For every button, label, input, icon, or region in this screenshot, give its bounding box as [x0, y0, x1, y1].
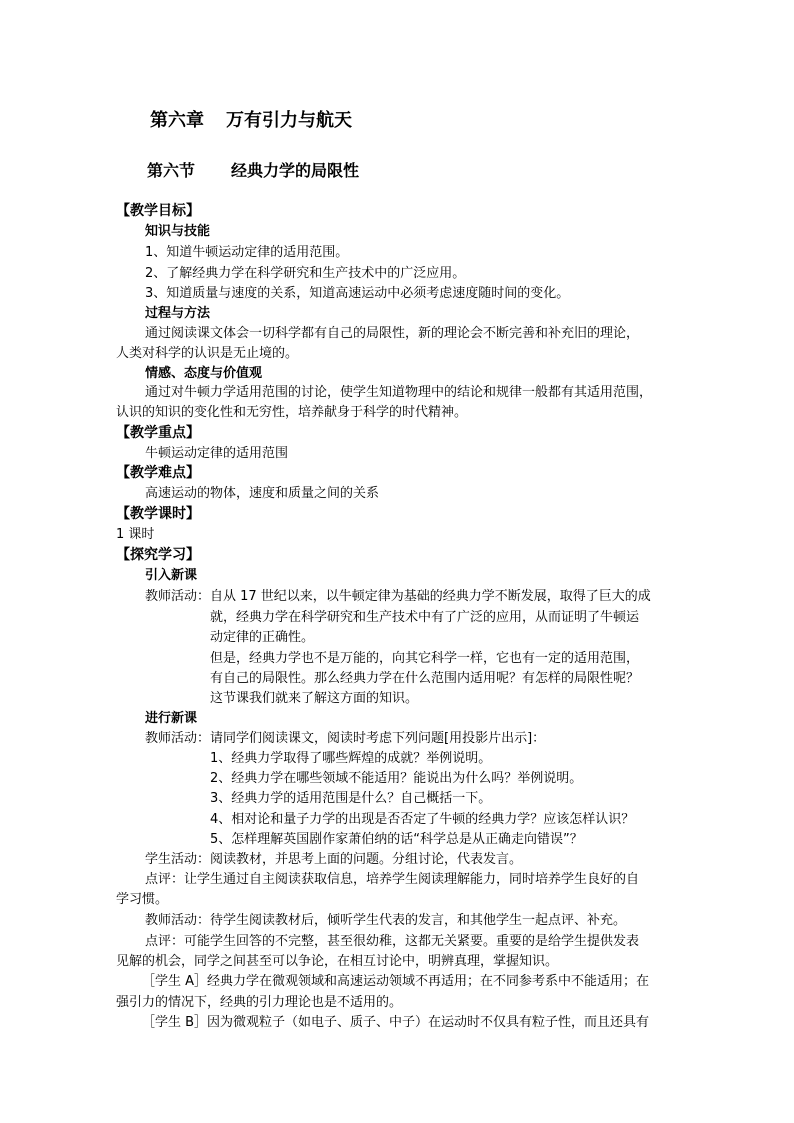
heading-class-hours: 【教学课时】 [116, 506, 200, 522]
process-text-2: 人类对科学的认识是无止境的。 [116, 346, 299, 361]
student-a-line-2: 强引力的情况下，经典的引力理论也是不适用的。 [116, 995, 403, 1010]
process-text-1: 通过阅读课文体会一切科学都有自己的局限性，新的理论会不断完善和补充旧的理论， [145, 326, 640, 341]
student-a-line-1: ［学生 A］经典力学在微观领域和高速运动领域不再适用；在不同参考系中不能适用；在 [142, 974, 650, 989]
goal-item-2: 2、了解经典力学在科学研究和生产技术中的广泛应用。 [145, 266, 466, 281]
comment-1-line-1: 点评：让学生通过自主阅读获取信息，培养学生阅读理解能力，同时培养学生良好的自 [145, 872, 640, 887]
intro-text-1: 自从 17 世纪以来，以牛顿定律为基础的经典力学不断发展，取得了巨大的成 [210, 589, 651, 604]
student-b-line-1: ［学生 B］因为微观粒子（如电子、质子、中子）在运动时不仅具有粒子性，而且还具有 [142, 1015, 650, 1030]
section-heading [147, 158, 359, 181]
emotion-text-1: 通过对牛顿力学适用范围的讨论，使学生知道物理中的结论和规律一般都有其适用范围， [145, 385, 653, 400]
heading-explore: 【探究学习】 [116, 547, 200, 563]
intro-text-4: 但是，经典力学也不是万能的，向其它科学一样，它也有一定的适用范围， [210, 651, 640, 666]
emotion-text-2: 认识的知识的变化性和无穷性，培养献身于科学的时代精神。 [116, 405, 468, 420]
chapter-title: 万有引力与航天 [226, 110, 352, 131]
intro-text-3: 动定律的正确性。 [210, 630, 315, 645]
goal-item-1: 1、知道牛顿运动定律的适用范围。 [145, 245, 349, 260]
difficulty-text: 高速运动的物体，速度和质量之间的关系 [145, 486, 380, 501]
intro-text-6: 这节课我们就来了解这方面的知识。 [210, 691, 419, 706]
intro-text-5: 有自己的局限性。那么经典力学在什么范围内适用呢？有怎样的局限性呢？ [210, 671, 640, 686]
chapter-number: 第六章 [150, 110, 204, 131]
comment-2-line-2: 见解的机会，同学之间甚至可以争论，在相互讨论中，明辨真理，掌握知识。 [116, 954, 559, 969]
key-point-text: 牛顿运动定律的适用范围 [145, 446, 289, 461]
student-activity: 学生活动：阅读教材，并思考上面的问题。分组讨论，代表发言。 [145, 852, 523, 867]
chapter-heading [150, 106, 352, 132]
comment-1-line-2: 学习惯。 [116, 892, 169, 907]
question-3: 3、经典力学的适用范围是什么？自己概括一下。 [210, 791, 492, 806]
heading-teaching-goal: 【教学目标】 [116, 203, 200, 219]
question-4: 4、相对论和量子力学的出现是否否定了牛顿的经典力学？应该怎样认识？ [210, 812, 635, 827]
teacher-activity-label-2: 教师活动： [145, 731, 211, 746]
new-lesson-intro: 请同学们阅读课文，阅读时考虑下列问题[用投影片出示]： [210, 731, 546, 746]
question-5: 5、怎样理解英国剧作家萧伯纳的话“科学总是从正确走向错误”？ [210, 832, 583, 847]
teacher-activity-label: 教师活动： [145, 589, 211, 604]
question-2: 2、经典力学在哪些领域不能适用？能说出为什么吗？举例说明。 [210, 771, 583, 786]
heading-key-point: 【教学重点】 [116, 425, 200, 441]
teacher-activity-3: 教师活动：待学生阅读教材后，倾听学生代表的发言，和其他学生一起点评、补充。 [145, 913, 627, 928]
goal-item-3: 3、知道质量与速度的关系，知道高速运动中必须考虑速度随时间的变化。 [145, 286, 570, 301]
subheading-new-lesson: 进行新课 [145, 711, 198, 726]
subheading-process: 过程与方法 [145, 306, 211, 321]
question-1: 1、经典力学取得了哪些辉煌的成就？举例说明。 [210, 751, 492, 766]
subheading-knowledge: 知识与技能 [145, 224, 211, 239]
intro-text-2: 就，经典力学在科学研究和生产技术中有了广泛的应用，从而证明了牛顿运 [210, 610, 640, 625]
comment-2-line-1: 点评：可能学生回答的不完整，甚至很幼稚，这都无关紧要。重要的是给学生提供发表 [145, 934, 640, 949]
section-number: 第六节 [147, 161, 196, 180]
subheading-emotion: 情感、态度与价值观 [145, 366, 263, 381]
class-hours-text: 1 课时 [116, 527, 155, 542]
section-title: 经典力学的局限性 [231, 161, 360, 180]
heading-difficulty: 【教学难点】 [116, 465, 200, 481]
subheading-intro: 引入新课 [145, 568, 198, 583]
